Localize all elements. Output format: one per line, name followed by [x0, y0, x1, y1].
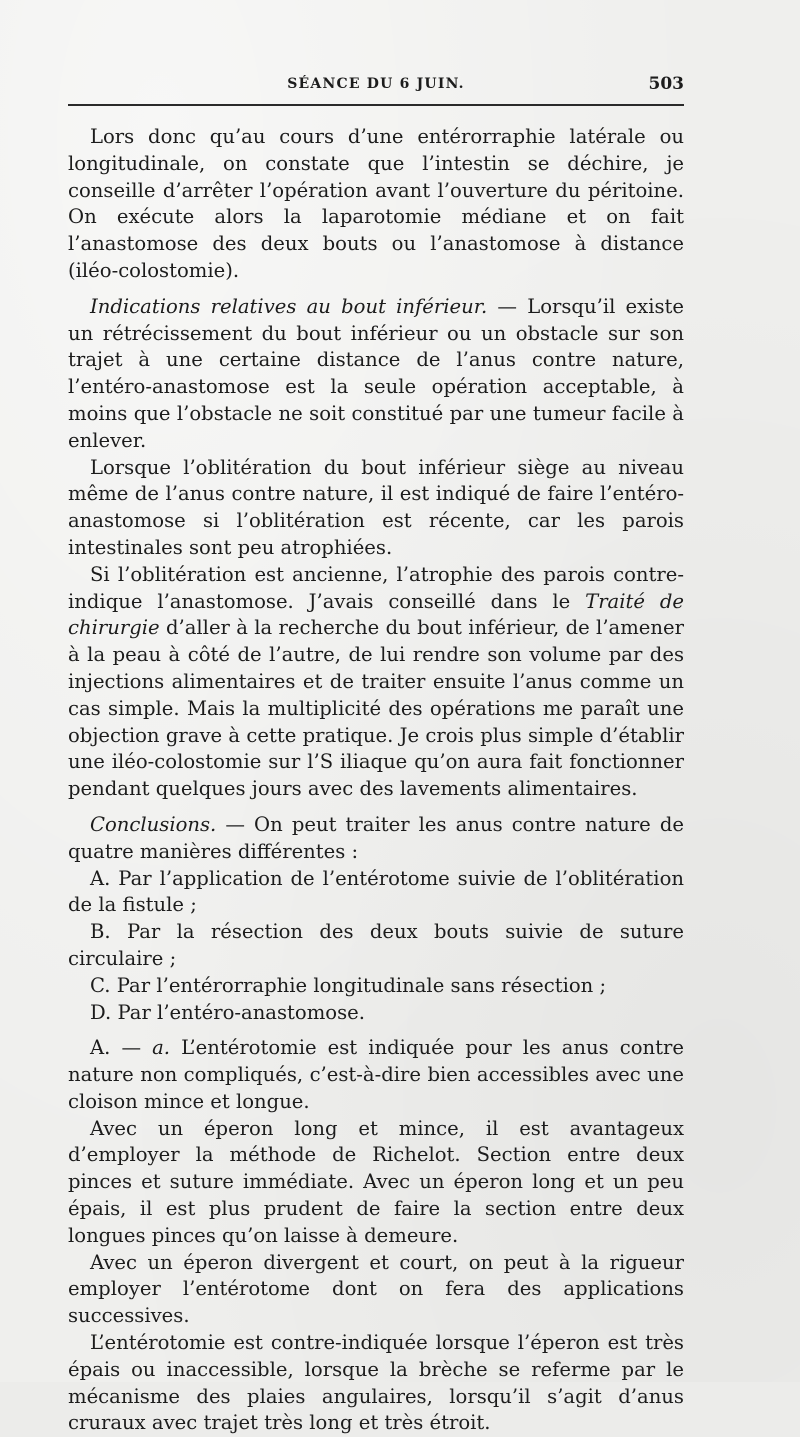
body-text: [68, 124, 684, 1437]
list-item-a: A. Par l’application de l’entérotome suivie de l’oblitération de la fistule ;: [68, 866, 684, 917]
list-item-c: C. Par l’entérorraphie longitudinale sans résection ;: [90, 973, 607, 997]
section-lead-indications: Indications relatives au bout inférieur.: [90, 294, 488, 318]
paragraph-conclusions: Conclusions. — On peut traiter les anus contre nature de quatre manières différentes :: [68, 812, 684, 863]
paragraph-enterotomy: A. — a. L’entérotomie est indiquée pour les anus contre nature non compliqués, c’est-à-dire bien accessibles avec une cloison mince et longue.: [68, 1036, 684, 1113]
page-number: 503: [648, 74, 684, 94]
list-item-d: D. Par l’entéro-anastomose.: [90, 1000, 365, 1024]
running-head: [68, 74, 684, 98]
paragraph-contraindication: L’entérotomie est contre-indiquée lorsque l’éperon est très épais ou inaccessible, lorsque la brèche se referme par le mécanisme des plaies angulaires, lorsqu’il s’agit d’anus cruraux avec trajet très long et très étroit.: [68, 1331, 684, 1435]
paragraph-indications: Indications relatives au bout inférieur. — Lorsqu’il existe un rétrécissement du bout inférieur ou un obstacle sur son trajet à une certaine distance de l’anus contre nature, l’entéro-anastomose est la seule opération acceptable, à moins que l’obstacle ne soit constitué par une tumeur facile à enlever.: [68, 294, 684, 452]
running-title: SÉANCE DU 6 JUIN.: [287, 76, 465, 92]
paragraph-long-spur: Avec un éperon long et mince, il est avantageux d’employer la méthode de Richelot. Section entre deux pinces et suture immédiate. Avec un éperon long et un peu épais, il est plus prudent de faire la section entre deux longues pinces qu’on laisse à demeure.: [68, 1116, 684, 1247]
section-lead-conclusions: Conclusions.: [90, 812, 217, 836]
list-item-b: B. Par la résection des deux bouts suivie de suture circulaire ;: [68, 920, 684, 970]
paragraph-obliteration-old: Si l’oblitération est ancienne, l’atrophie des parois contre-indique l’anastomose. J’avais conseillé dans le Traité de chirurgie d’aller à la recherche du bout inférieur, de l’amener à la peau à côté de l’autre, de lui rendre son volume par des injections alimentaires et de traiter ensuite l’anus comme un cas simple. Mais la multiplicité des opérations me paraît une objection grave à cette pratique. Je crois plus simple d’établir une iléo-colostomie sur l’S iliaque qu’on aura fait fonctionner pendant quelques jours avec des lavements alimentaires.: [68, 562, 684, 801]
book-title-traite: Traité de chirurgie: [68, 589, 684, 640]
paragraph-divergent-spur: Avec un éperon divergent et court, on peut à la rigueur employer l’entérotome dont on fera des applications successives.: [68, 1250, 684, 1328]
header-rule: [68, 104, 684, 106]
paragraph-obliteration-recent: Lorsque l’oblitération du bout inférieur siège au niveau même de l’anus contre nature, il est indiqué de faire l’entéro-anastomose si l’oblitération est récente, car les parois intestinales sont peu atrophiées.: [68, 455, 684, 559]
paragraph-enterorraphy: Lors donc qu’au cours d’une entérorraphie latérale ou longitudinale, on constate que l’intestin se déchire, je conseille d’arrêter l’opération avant l’ouverture du péritoine. On exécute alors la laparotomie médiane et on fait l’anastomose des deux bouts ou l’anastomose à distance (iléo-colostomie).: [68, 125, 684, 282]
